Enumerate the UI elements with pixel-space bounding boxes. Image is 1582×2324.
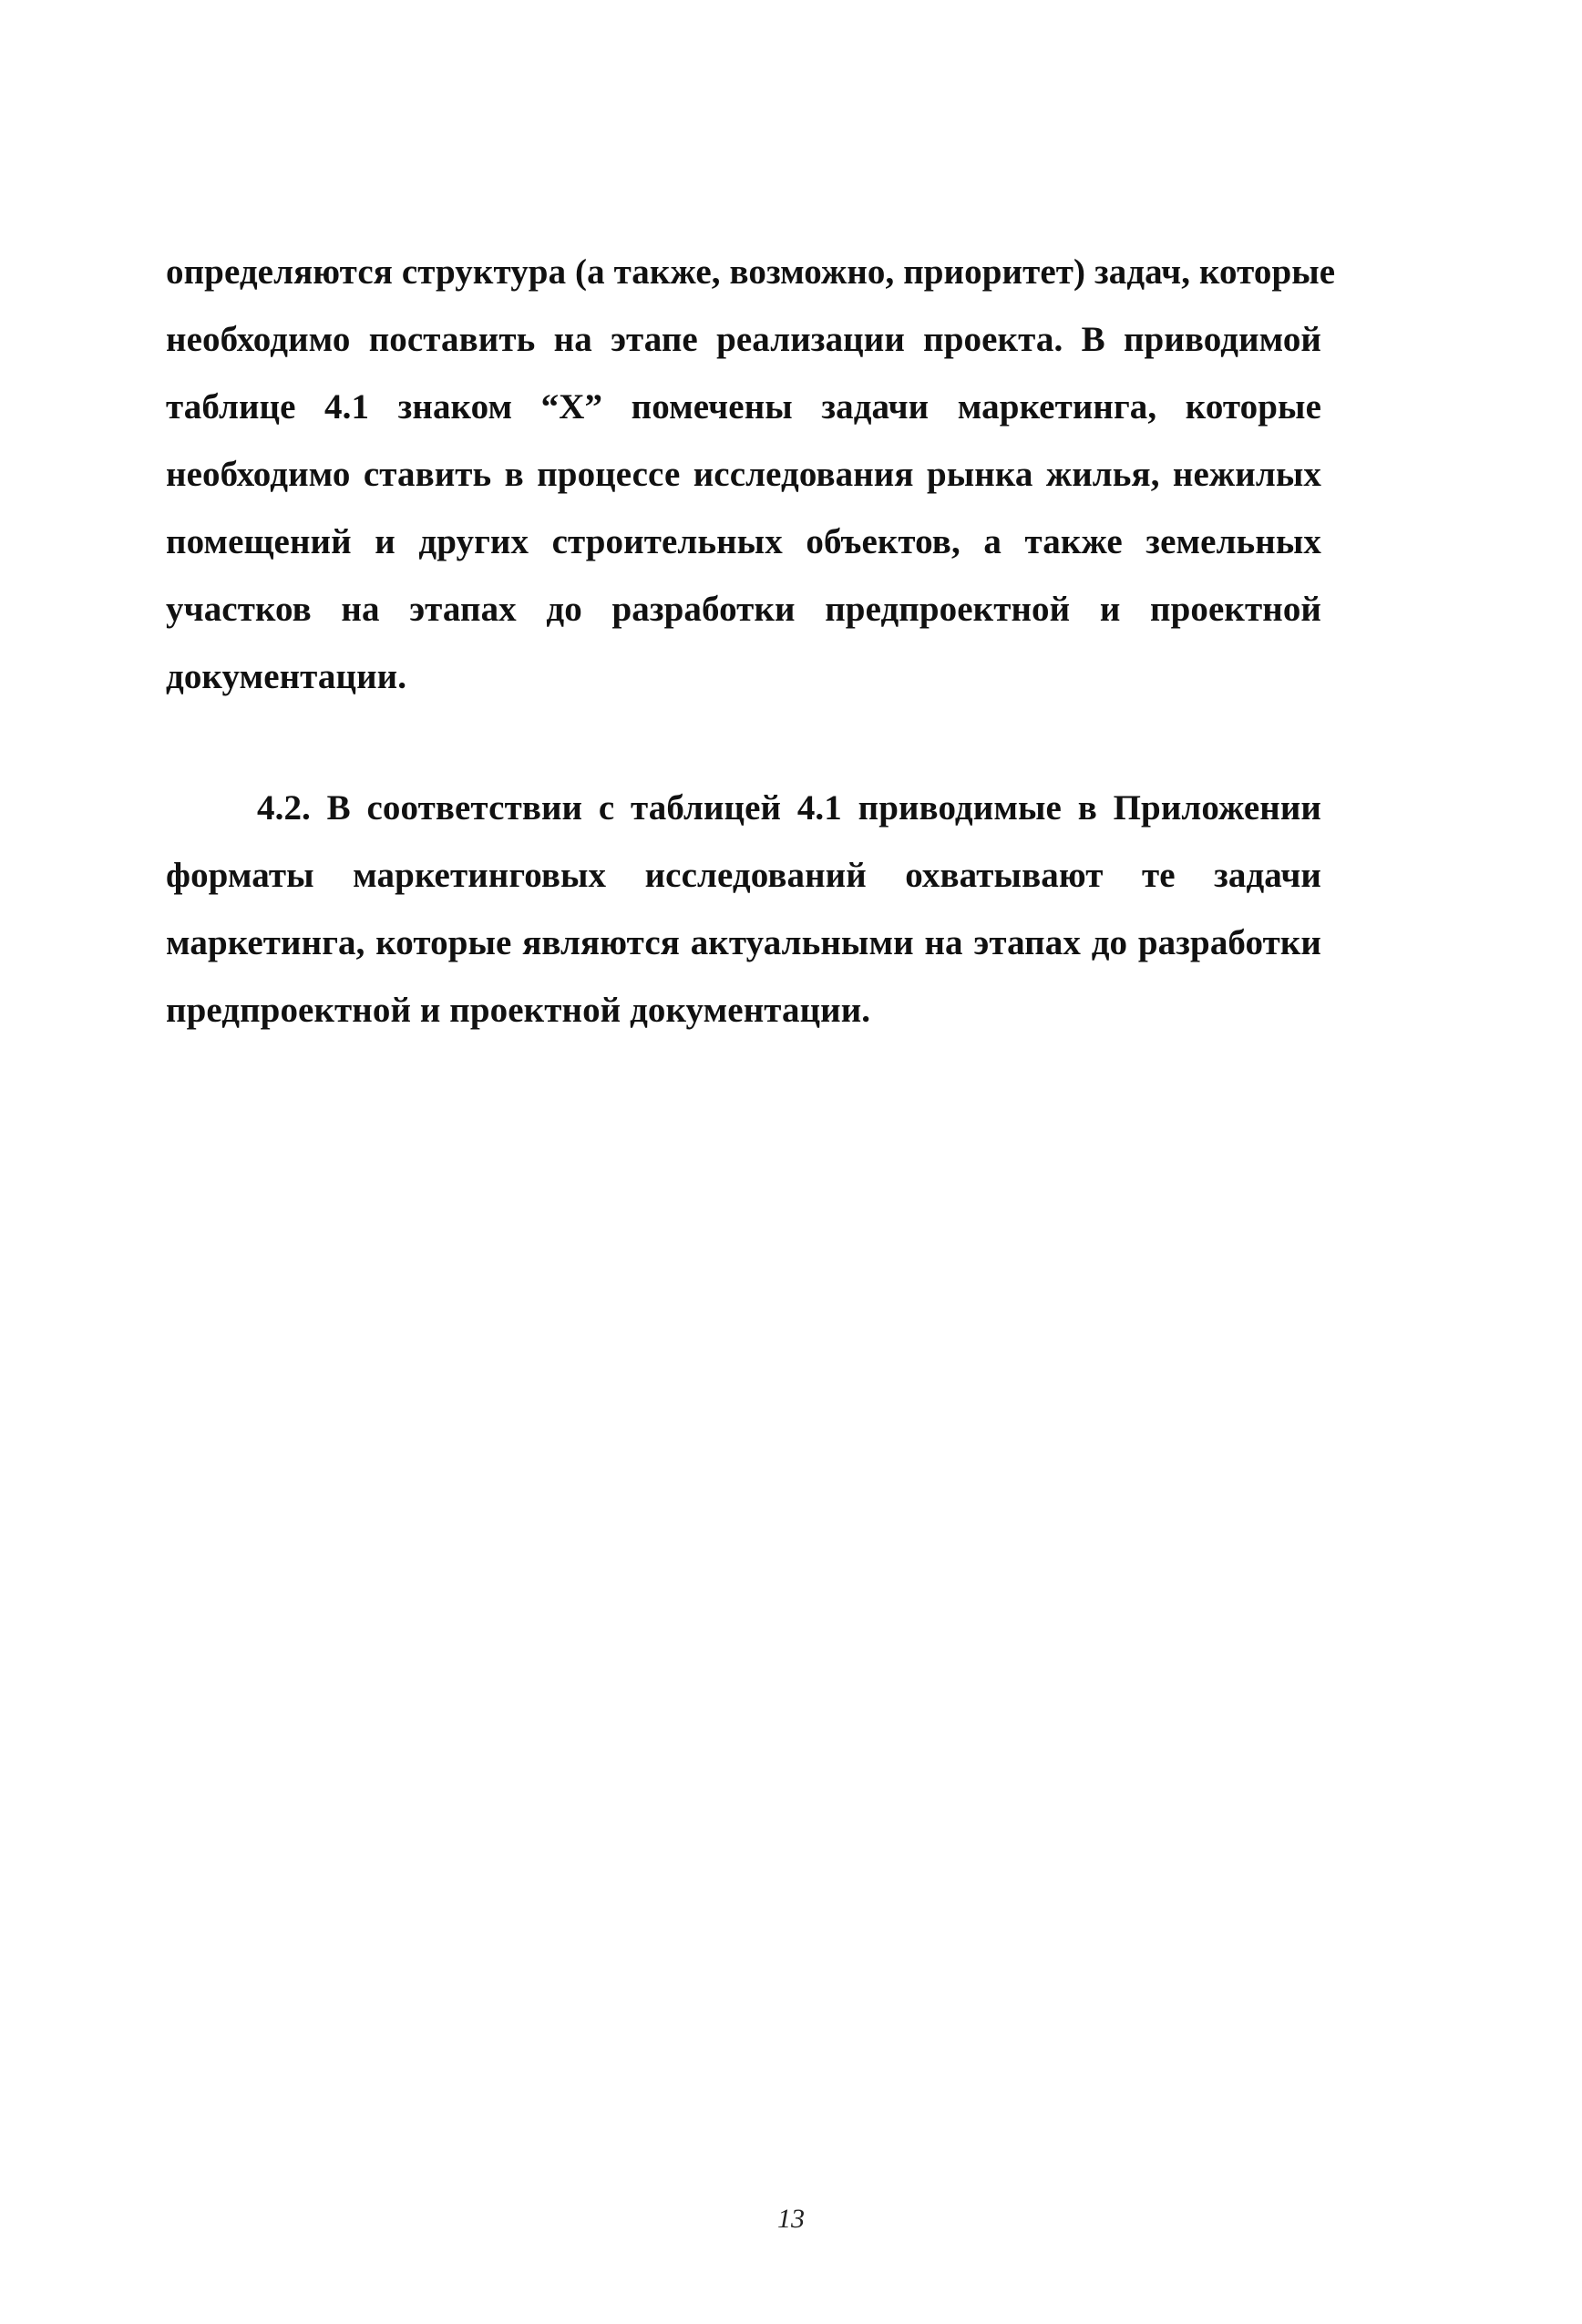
text-line: таблице 4.1 знаком “X” помечены задачи маркетинга, которые	[166, 387, 1321, 427]
text-line: участков на этапах до разработки предпроектной и проектной	[166, 590, 1321, 629]
text-line: определяются структура (а также, возможно, приоритет) задач, которые	[166, 252, 1336, 292]
paragraph-1	[166, 239, 1336, 711]
text-line: предпроектной и проектной документации.	[166, 991, 871, 1030]
text-line: необходимо поставить на этапе реализации проекта. В приводимой	[166, 320, 1321, 359]
page-number: 13	[777, 2204, 805, 2234]
paragraph-2	[166, 775, 1321, 1044]
text-line: форматы маркетинговых исследований охватывают те задачи	[166, 856, 1321, 895]
text-line: документации.	[166, 657, 407, 696]
text-line: помещений и других строительных объектов, а также земельных	[166, 522, 1321, 561]
text-line: 4.2. В соответствии с таблицей 4.1 приводимые в Приложении	[257, 788, 1321, 828]
text-line: необходимо ставить в процессе исследования рынка жилья, нежилых	[166, 455, 1321, 494]
text-line: маркетинга, которые являются актуальными на этапах до разработки	[166, 923, 1321, 962]
